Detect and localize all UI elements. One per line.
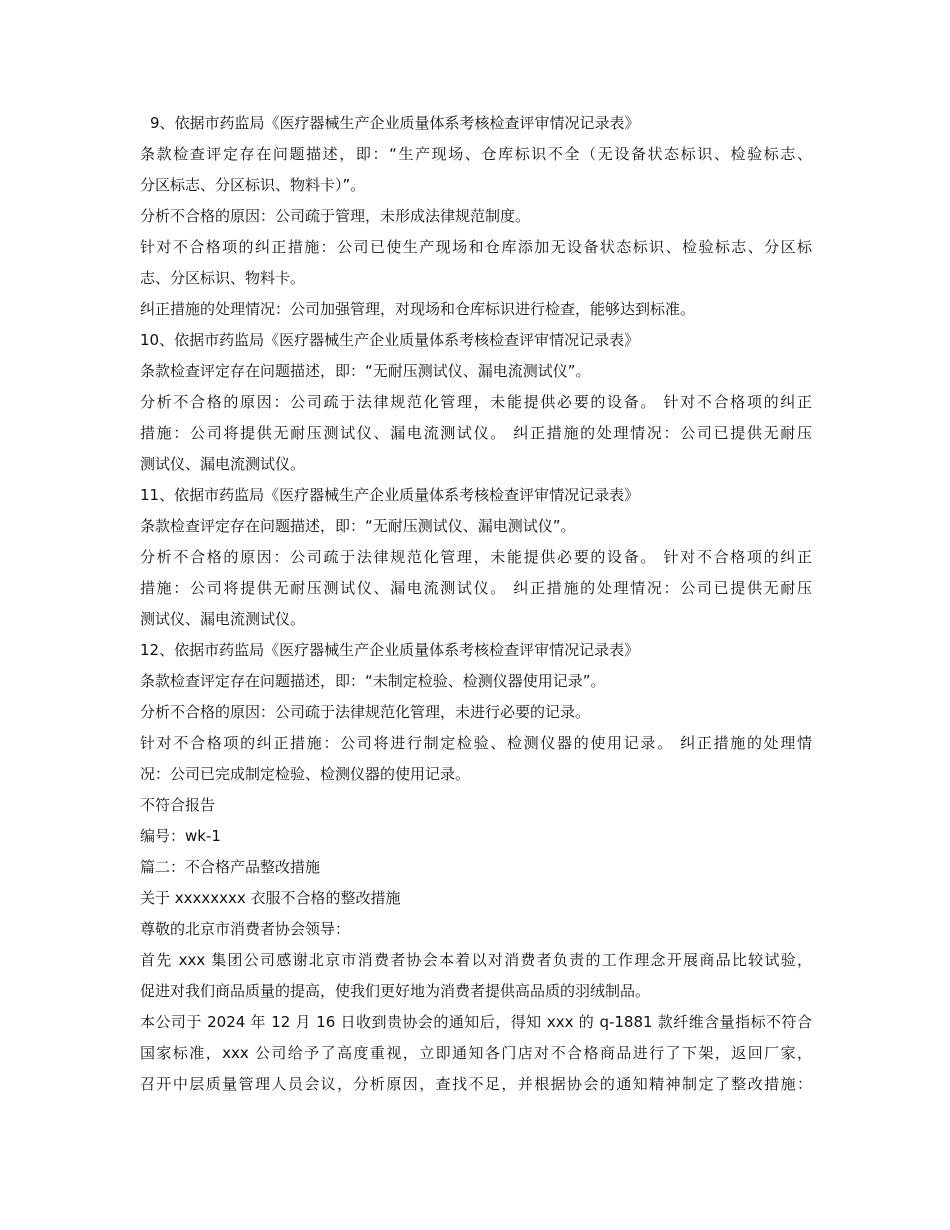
text-line: 分析不合格的原因：公司疏于法律规范化管理，未能提供必要的设备。 针对不合格项的纠正 [140, 548, 812, 566]
text-line: 措施：公司将提供无耐压测试仪、漏电流测试仪。 纠正措施的处理情况：公司已提供无耐压 [140, 424, 812, 442]
document-page [140, 108, 812, 1100]
text-line: 分析不合格的原因：公司疏于管理，未形成法律规范制度。 [140, 207, 531, 225]
text-line: 促进对我们商品质量的提高，使我们更好地为消费者提供高品质的羽绒制品。 [140, 982, 651, 1000]
text-line: 首先 xxx 集团公司感谢北京市消费者协会本着以对消费者负责的工作理念开展商品比较试验， [140, 951, 812, 969]
text-line: 本公司于 2024 年 12 月 16 日收到贵协会的通知后，得知 xxx 的 q-1881 款纤维含量指标不符合 [140, 1013, 812, 1031]
text-line: 关于 xxxxxxxx 衣服不合格的整改措施 [140, 889, 401, 907]
text-line: 针对不合格项的纠正措施：公司将进行制定检验、检测仪器的使用记录。 纠正措施的处理情 [140, 734, 812, 752]
text-line: 测试仪、漏电流测试仪。 [140, 610, 306, 628]
text-line: 篇二：不合格产品整改措施 [140, 858, 321, 876]
text-line: 12、依据市药监局《医疗器械生产企业质量体系考核检查评审情况记录表》 [140, 641, 640, 659]
text-line: 条款检查评定存在问题描述，即：“生产现场、仓库标识不全（无设备状态标识、检验标志、 [140, 145, 812, 163]
text-line: 11、依据市药监局《医疗器械生产企业质量体系考核检查评审情况记录表》 [140, 486, 640, 504]
text-line: 针对不合格项的纠正措施：公司已使生产现场和仓库添加无设备状态标识、检验标志、分区标 [140, 238, 812, 256]
text-line: 分析不合格的原因：公司疏于法律规范化管理，未进行必要的记录。 [140, 703, 591, 721]
text-line: 9、依据市药监局《医疗器械生产企业质量体系考核检查评审情况记录表》 [150, 114, 640, 132]
text-line: 分析不合格的原因：公司疏于法律规范化管理，未能提供必要的设备。 针对不合格项的纠正 [140, 393, 812, 411]
text-line: 况：公司已完成制定检验、检测仪器的使用记录。 [140, 765, 471, 783]
text-line: 纠正措施的处理情况：公司加强管理，对现场和仓库标识进行检查，能够达到标准。 [140, 300, 696, 318]
text-line: 不符合报告 [140, 796, 216, 814]
text-line: 召开中层质量管理人员会议，分析原因，查找不足，并根据协会的通知精神制定了整改措施： [140, 1075, 812, 1093]
text-line: 编号：wk-1 [140, 827, 221, 845]
text-line: 志、分区标识、物料卡。 [140, 269, 306, 287]
text-line: 尊敬的北京市消费者协会领导： [140, 920, 351, 938]
text-line: 条款检查评定存在问题描述，即：“无耐压测试仪、漏电测试仪”。 [140, 517, 576, 535]
text-line: 分区标志、分区标识、物料卡）”。 [140, 176, 366, 194]
text-line: 10、依据市药监局《医疗器械生产企业质量体系考核检查评审情况记录表》 [140, 331, 640, 349]
text-line: 测试仪、漏电流测试仪。 [140, 455, 306, 473]
text-line: 条款检查评定存在问题描述，即：“无耐压测试仪、漏电流测试仪”。 [140, 362, 591, 380]
text-line: 条款检查评定存在问题描述，即：“未制定检验、检测仪器使用记录”。 [140, 672, 606, 690]
text-line: 措施：公司将提供无耐压测试仪、漏电流测试仪。 纠正措施的处理情况：公司已提供无耐压 [140, 579, 812, 597]
text-line: 国家标准，xxx 公司给予了高度重视，立即通知各门店对不合格商品进行了下架，返回厂家， [140, 1044, 812, 1062]
